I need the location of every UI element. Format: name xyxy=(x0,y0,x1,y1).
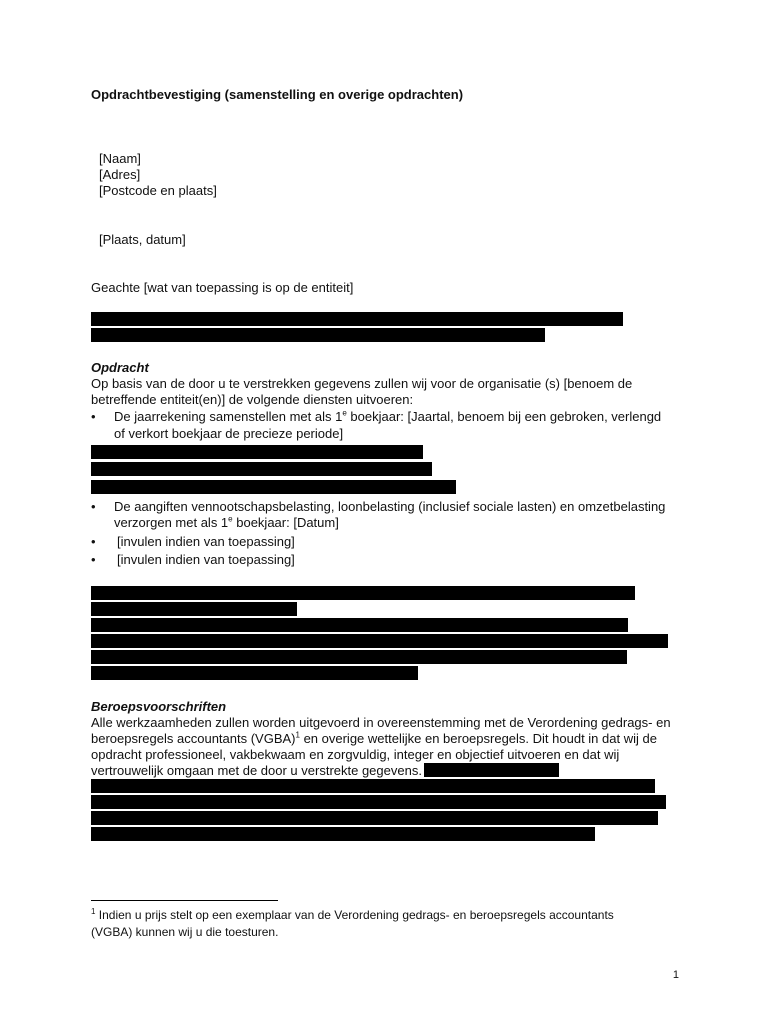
redaction-bar xyxy=(91,480,456,494)
bullet-item-aangiften-cont: verzorgen met als 1e boekjaar: [Datum] xyxy=(114,514,339,530)
section-heading-beroepsvoorschriften: Beroepsvoorschriften xyxy=(91,699,227,714)
beroeps-line: opdracht professioneel, vakbekwaam en zorgvuldig, integer en objectief uitvoeren en dat wij xyxy=(91,747,620,762)
redaction-bar xyxy=(91,827,595,841)
beroeps-line: vertrouwelijk omgaan met de door u verstrekte gegevens. xyxy=(91,763,422,778)
redaction-bar xyxy=(91,602,297,616)
address-name: [Naam] xyxy=(99,151,141,166)
bullet-item-placeholder: [invulen indien van toepassing] xyxy=(117,534,295,549)
redaction-bar xyxy=(91,462,432,476)
redaction-bar xyxy=(91,795,666,809)
redaction-bar xyxy=(91,312,623,326)
bullet-icon: • xyxy=(91,534,96,549)
opdracht-intro-line: Op basis van de door u te verstrekken gegevens zullen wij voor de organisatie (s) [benoem de xyxy=(91,376,633,391)
page-number: 1 xyxy=(672,969,679,981)
address-city: [Postcode en plaats] xyxy=(99,183,217,198)
redaction-bar xyxy=(91,650,627,664)
redaction-bar xyxy=(91,586,635,600)
bullet-icon: • xyxy=(91,552,96,567)
redaction-bar xyxy=(91,618,628,632)
footnote-text: $^1$ Indien u prijs stelt op een exemplaar van de Verordening gedrags- en beroepsregels accountants xyxy=(91,907,614,922)
redaction-bar xyxy=(91,666,418,680)
bullet-icon: • xyxy=(91,409,96,424)
footnote-text-cont: (VGBA) kunnen wij u die toesturen. xyxy=(91,925,279,939)
address-street: [Adres] xyxy=(99,167,141,182)
beroeps-line: Alle werkzaamheden zullen worden uitgevoerd in overeenstemming met de Verordening gedrags- en xyxy=(91,715,671,730)
salutation: Geachte [wat van toepassing is op de entiteit] xyxy=(91,280,354,295)
opdracht-intro-line: betreffende entiteit(en)] de volgende diensten uitvoeren: xyxy=(91,392,414,407)
document-title: Opdrachtbevestiging (samenstelling en overige opdrachten) xyxy=(91,87,464,102)
redaction-bar xyxy=(91,328,545,342)
redaction-bar xyxy=(424,763,559,777)
address-place-date: [Plaats, datum] xyxy=(99,232,186,247)
bullet-item-jaarrekening-cont: of verkort boekjaar de precieze periode] xyxy=(114,426,344,441)
redaction-bar xyxy=(91,779,655,793)
redaction-bar xyxy=(91,811,658,825)
bullet-item-aangiften: De aangiften vennootschapsbelasting, loonbelasting (inclusief sociale lasten) en omzetbelasting xyxy=(114,499,666,514)
bullet-item-jaarrekening: De jaarrekening samenstellen met als 1e boekjaar: [Jaartal, benoem bij een gebroken, verlengd xyxy=(114,408,662,424)
section-heading-opdracht: Opdracht xyxy=(91,360,149,375)
beroeps-line: beroepsregels accountants (VGBA)$^1$ en overige wettelijke en beroepsregels. Dit houdt in dat wij de xyxy=(91,730,657,746)
footnote-separator xyxy=(91,900,278,901)
redaction-bar xyxy=(91,445,423,459)
bullet-item-placeholder: [invulen indien van toepassing] xyxy=(117,552,295,567)
bullet-icon: • xyxy=(91,499,96,514)
redaction-bar xyxy=(91,634,668,648)
